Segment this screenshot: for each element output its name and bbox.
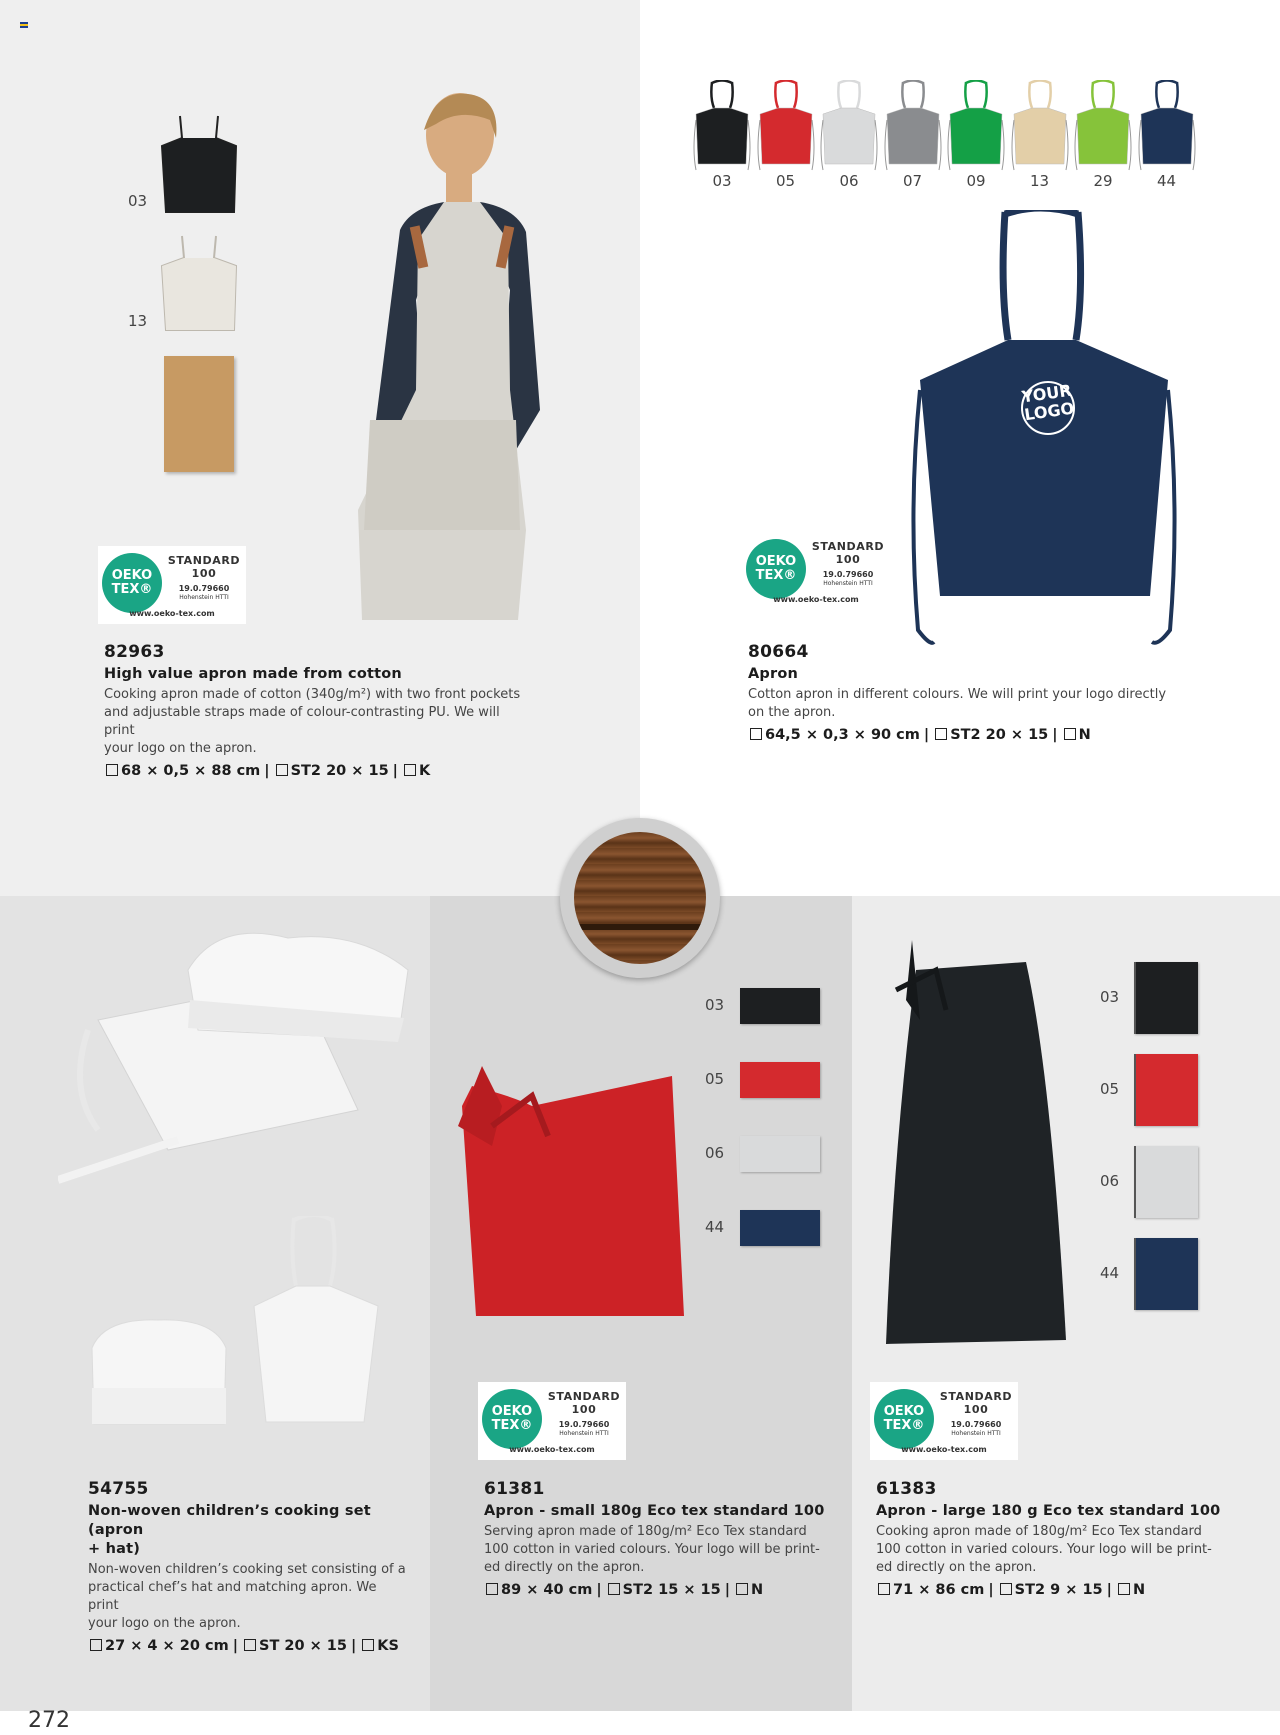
print-area-icon (276, 764, 288, 776)
colour-label: 05 (1100, 1080, 1120, 1098)
dimensions-icon (106, 764, 118, 776)
colour-label: 06 (839, 172, 859, 190)
product-description: Cooking apron made of 180g/m² Eco Tex standard 100 cotton in varied colours. Your logo will be print- ed directly on the apron. (876, 1524, 1212, 1575)
colour-label: 03 (712, 172, 732, 190)
colour-swatch-05 (756, 80, 816, 190)
oeko-tex-badge: OEKO TEX® STANDARD 100 19.0.79660 Hohenstein HTTI www.oeko-tex.com (742, 532, 890, 610)
chefs-hat-image (84, 1318, 232, 1428)
product-block-80664 (748, 642, 1178, 743)
apron-black-large-image (876, 940, 1076, 1350)
model-photo (340, 90, 600, 620)
colour-swatch-29 (1073, 80, 1133, 190)
colour-label: 09 (966, 172, 986, 190)
colour-label: 44 (1156, 172, 1177, 190)
colour-label: 05 (705, 1070, 725, 1088)
colour-swatch-06 (1134, 1146, 1198, 1218)
oeko-tex-badge: OEKO TEX® STANDARD 100 19.0.79660 Hohenstein HTTI www.oeko-tex.com (98, 546, 246, 624)
product-specs: 27 × 4 × 20 cm | ST 20 × 15 | KS (88, 1638, 406, 1654)
dimensions-icon (486, 1583, 498, 1595)
colour-swatch-05 (1134, 1054, 1198, 1126)
colour-label: 03 (705, 996, 725, 1014)
colour-swatch-row (692, 80, 1212, 190)
product-specs: 64,5 × 0,3 × 90 cm | ST2 20 × 15 | N (748, 727, 1178, 743)
packaging-icon (1064, 728, 1076, 740)
print-area-icon (1000, 1583, 1012, 1595)
oeko-tex-badge: OEKO TEX® STANDARD 100 19.0.79660 Hohenstein HTTI www.oeko-tex.com (870, 1382, 1018, 1460)
product-block-82963 (104, 642, 534, 779)
flag-icon (20, 22, 28, 28)
product-description: Serving apron made of 180g/m² Eco Tex standard 100 cotton in varied colours. Your logo will be print- ed directly on the apron. (484, 1524, 820, 1575)
colour-label: 03 (128, 192, 148, 210)
product-code: 61383 (876, 1479, 937, 1499)
product-specs: 71 × 86 cm | ST2 9 × 15 | N (876, 1582, 1226, 1598)
print-area-icon (608, 1583, 620, 1595)
kids-cooking-set-image (58, 930, 418, 1190)
gift-box-image (164, 356, 234, 472)
packaging-icon (736, 1583, 748, 1595)
product-specs: 68 × 0,5 × 88 cm | ST2 20 × 15 | K (104, 763, 534, 779)
apron-swatch-black-icon (158, 112, 238, 216)
colour-swatch-06 (819, 80, 879, 190)
product-block-61383 (876, 1479, 1226, 1598)
colour-label: 03 (1100, 988, 1120, 1006)
dimensions-icon (90, 1639, 102, 1651)
dimensions-icon (750, 728, 762, 740)
colour-label: 06 (705, 1144, 725, 1162)
wood-texture-circle (560, 818, 720, 978)
product-title: High value apron made from cotton (104, 666, 402, 682)
page-number: 272 (28, 1708, 70, 1733)
colour-swatch-05 (740, 1062, 820, 1098)
product-title: Non-woven children’s cooking set (apron + hat) (88, 1503, 371, 1557)
colour-label: 29 (1093, 172, 1113, 190)
colour-swatch-44 (1134, 1238, 1198, 1310)
product-block-54755 (88, 1479, 406, 1654)
colour-swatch-03 (1134, 962, 1198, 1034)
packaging-icon (362, 1639, 374, 1651)
colour-swatch-44 (1137, 80, 1197, 190)
colour-label: 13 (128, 312, 148, 330)
colour-swatch-06 (740, 1136, 820, 1172)
product-code: 80664 (748, 642, 809, 662)
product-title: Apron (748, 666, 799, 682)
apron-swatch-natural-icon (158, 234, 238, 334)
colour-label: 44 (1100, 1264, 1120, 1282)
product-code: 54755 (88, 1479, 149, 1499)
print-area-icon (244, 1639, 256, 1651)
print-area-icon (935, 728, 947, 740)
colour-swatch-13 (1010, 80, 1070, 190)
colour-swatch-09 (946, 80, 1006, 190)
colour-swatch-07 (883, 80, 943, 190)
product-code: 61381 (484, 1479, 545, 1499)
packaging-icon (1118, 1583, 1130, 1595)
apron-navy-image (900, 210, 1190, 650)
colour-label: 07 (902, 172, 923, 190)
colour-swatch-03 (692, 80, 752, 190)
colour-swatch-03 (740, 988, 820, 1024)
product-specs: 89 × 40 cm | ST2 15 × 15 | N (484, 1582, 834, 1598)
colour-label: 44 (705, 1218, 725, 1236)
product-description: Cooking apron made of cotton (340g/m²) with two front pockets and adjustable straps made of colour-contrasting PU. We will print your logo on the apron. (104, 687, 521, 756)
product-description: Non-woven children’s cooking set consisting of a practical chef’s hat and matching apron. We print your logo on the apron. (88, 1562, 406, 1631)
packaging-icon (404, 764, 416, 776)
product-title: Apron - small 180g Eco tex standard 100 (484, 1503, 825, 1519)
colour-swatch-44 (740, 1210, 820, 1246)
product-code: 82963 (104, 642, 165, 662)
oeko-tex-badge: OEKO TEX® STANDARD 100 19.0.79660 Hohenstein HTTI www.oeko-tex.com (478, 1382, 626, 1460)
colour-label: 05 (775, 172, 796, 190)
colour-label: 13 (1029, 172, 1050, 190)
kids-apron-image (244, 1216, 384, 1426)
your-logo-text: YOUR LOGO (1020, 380, 1076, 425)
colour-label: 06 (1100, 1172, 1120, 1190)
product-title: Apron - large 180 g Eco tex standard 100 (876, 1503, 1221, 1519)
apron-red-small-image (452, 1066, 692, 1336)
dimensions-icon (878, 1583, 890, 1595)
product-description: Cotton apron in different colours. We will print your logo directly on the apron. (748, 687, 1167, 720)
product-block-61381 (484, 1479, 834, 1598)
